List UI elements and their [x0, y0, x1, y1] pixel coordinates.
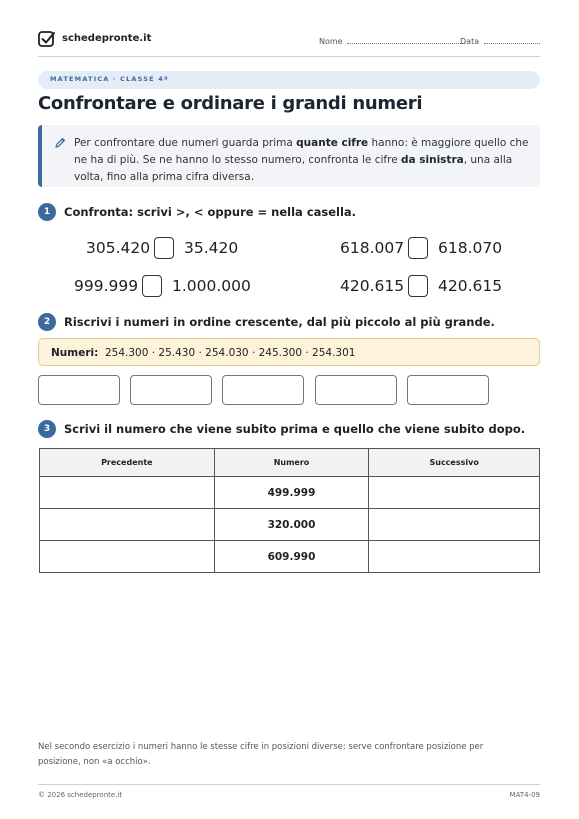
footer-divider: [38, 784, 540, 785]
date-label: Data: [460, 37, 480, 46]
pencil-icon: [54, 137, 66, 149]
compare-box-3[interactable]: [142, 275, 162, 297]
predecessor-successor-table: [39, 448, 540, 573]
next-cell[interactable]: [369, 509, 540, 541]
answer-box-5[interactable]: [407, 375, 489, 405]
tip-text: [74, 135, 530, 186]
teacher-note: Nel secondo esercizio i numeri hanno le stesse cifre in posizioni diverse: serve confrontare posizione per posizione, non «a occhio».: [38, 742, 484, 767]
compare-box-4[interactable]: [408, 275, 428, 297]
col-header-precedente: Precedente: [40, 449, 215, 477]
compare-left-3: 999.999: [74, 277, 139, 295]
footer-code: MAT4-09: [509, 791, 540, 799]
exercise-3-title: Scrivi il numero che viene subito prima e quello che viene subito dopo.: [64, 422, 526, 436]
table-row: [40, 541, 540, 573]
header-divider: [38, 56, 540, 57]
compare-right-4: 420.615: [438, 277, 503, 295]
page-title: Confrontare e ordinare i grandi numeri: [38, 93, 423, 114]
tip-bold-1: quante cifre: [296, 137, 369, 149]
tip-text-1: Per confrontare due numeri guarda prima: [74, 137, 297, 149]
tip-accent-bar: [38, 125, 42, 187]
exercise-3-badge: 3: [38, 420, 56, 438]
compare-left-4: 420.615: [340, 277, 405, 295]
answer-box-3[interactable]: [222, 375, 304, 405]
next-cell[interactable]: [369, 477, 540, 509]
footer-copyright: © 2026 schedepronte.it: [38, 791, 123, 799]
answer-box-4[interactable]: [315, 375, 397, 405]
compare-left-1: 305.420: [86, 239, 151, 257]
number-cell: 320.000: [214, 509, 369, 541]
date-field: [460, 35, 540, 46]
numbers-list: 254.300 · 25.430 · 254.030 · 245.300 · 254.301: [105, 347, 356, 359]
name-field: [319, 35, 465, 46]
compare-right-1: 35.420: [184, 239, 239, 257]
table-header-row: [40, 449, 540, 477]
next-cell[interactable]: [369, 541, 540, 573]
name-label: Nome: [319, 37, 343, 46]
name-line[interactable]: [347, 35, 465, 44]
numbers-box: [38, 338, 540, 366]
date-line[interactable]: [484, 35, 540, 44]
tip-bold-2: da sinistra: [401, 154, 464, 166]
answer-box-1[interactable]: [38, 375, 120, 405]
answer-box-2[interactable]: [130, 375, 212, 405]
subject-tag: [38, 71, 540, 89]
exercise-2-badge: 2: [38, 313, 56, 331]
checkbox-logo-icon: [38, 30, 56, 48]
exercise-1-badge: 1: [38, 203, 56, 221]
prev-cell[interactable]: [40, 477, 215, 509]
subject-tag-text: MATEMATICA · CLASSE 4ª: [50, 75, 169, 83]
site-name: schedepronte.it: [62, 33, 152, 44]
exercise-1-title: Confronta: scrivi >, < oppure = nella casella.: [64, 205, 357, 219]
col-header-numero: Numero: [214, 449, 369, 477]
numbers-label: Numeri:: [51, 347, 99, 359]
compare-right-2: 618.070: [438, 239, 503, 257]
number-cell: 499.999: [214, 477, 369, 509]
tip-box: [38, 125, 540, 187]
compare-right-3: 1.000.000: [172, 277, 251, 295]
tip-text-3: , una alla volta, fino alla prima cifra diversa.: [74, 154, 513, 183]
table-row: [40, 477, 540, 509]
compare-box-1[interactable]: [154, 237, 174, 259]
prev-cell[interactable]: [40, 541, 215, 573]
col-header-successivo: Successivo: [369, 449, 540, 477]
number-cell: 609.990: [214, 541, 369, 573]
compare-box-2[interactable]: [408, 237, 428, 259]
compare-left-2: 618.007: [340, 239, 405, 257]
tip-text-2: hanno: è maggiore quello che ne ha di più. Se ne hanno lo stesso numero, confronta le cifre: [74, 137, 529, 166]
table-row: [40, 509, 540, 541]
exercise-2-title: Riscrivi i numeri in ordine crescente, dal più piccolo al più grande.: [64, 315, 495, 329]
prev-cell[interactable]: [40, 509, 215, 541]
